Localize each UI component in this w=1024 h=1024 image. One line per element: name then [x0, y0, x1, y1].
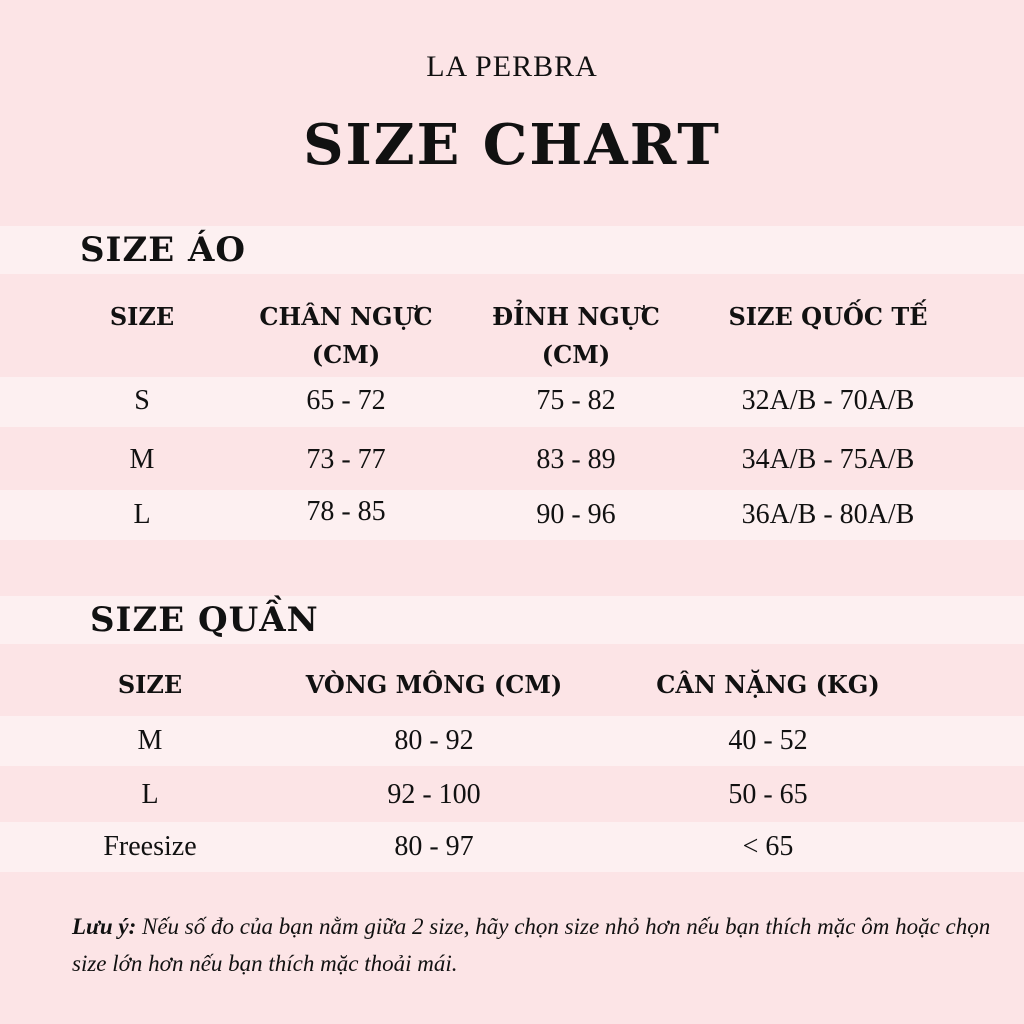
table-cell: Freesize [103, 831, 197, 862]
table-cell: M [137, 725, 163, 756]
table-cell: 78 - 85 [306, 496, 386, 527]
section-title-bottom: SIZE QUẦN [90, 600, 319, 640]
column-header: SIZE [117, 670, 183, 699]
footnote-text: Nếu số đo của bạn nằm giữa 2 size, hãy chọn size nhỏ hơn nếu bạn thích mặc ôm hoặc chọn size lớn hơn nếu bạn thích mặc thoải mái. [72, 914, 991, 976]
page-title: SIZE CHART [303, 112, 721, 178]
table-cell: S [134, 385, 150, 416]
table-cell: 65 - 72 [306, 385, 386, 416]
table-cell: 73 - 77 [306, 444, 386, 475]
table-cell: 50 - 65 [728, 779, 808, 810]
column-header: VÒNG MÔNG (CM) [305, 670, 563, 699]
table-cell: < 65 [742, 831, 794, 862]
column-header: SIZE [109, 302, 175, 331]
table-cell: L [141, 779, 159, 810]
table-cell: 90 - 96 [536, 499, 616, 530]
table-cell: 36A/B - 80A/B [741, 499, 915, 530]
table-cell: 80 - 92 [394, 725, 474, 756]
table-cell: 80 - 97 [394, 831, 474, 862]
footnote [72, 908, 992, 982]
table-cell: 75 - 82 [536, 385, 616, 416]
table-cell: 83 - 89 [536, 444, 616, 475]
section-title-top: SIZE ÁO [80, 230, 247, 270]
table-cell: 40 - 52 [728, 725, 808, 756]
column-header: CHÂN NGỰC (CM) [259, 302, 433, 369]
table-cell: 92 - 100 [387, 779, 481, 810]
table-cell: L [133, 499, 151, 530]
table-cell: M [129, 444, 155, 475]
footnote-label: Lưu ý: [72, 914, 137, 939]
column-header: CÂN NẶNG (KG) [656, 670, 880, 699]
column-header: SIZE QUỐC TẾ [728, 302, 928, 331]
brand-name: LA PERBRA [426, 50, 598, 83]
table-cell: 32A/B - 70A/B [741, 385, 915, 416]
table-cell: 34A/B - 75A/B [741, 444, 915, 475]
column-header: ĐỈNH NGỰC (CM) [492, 302, 660, 369]
